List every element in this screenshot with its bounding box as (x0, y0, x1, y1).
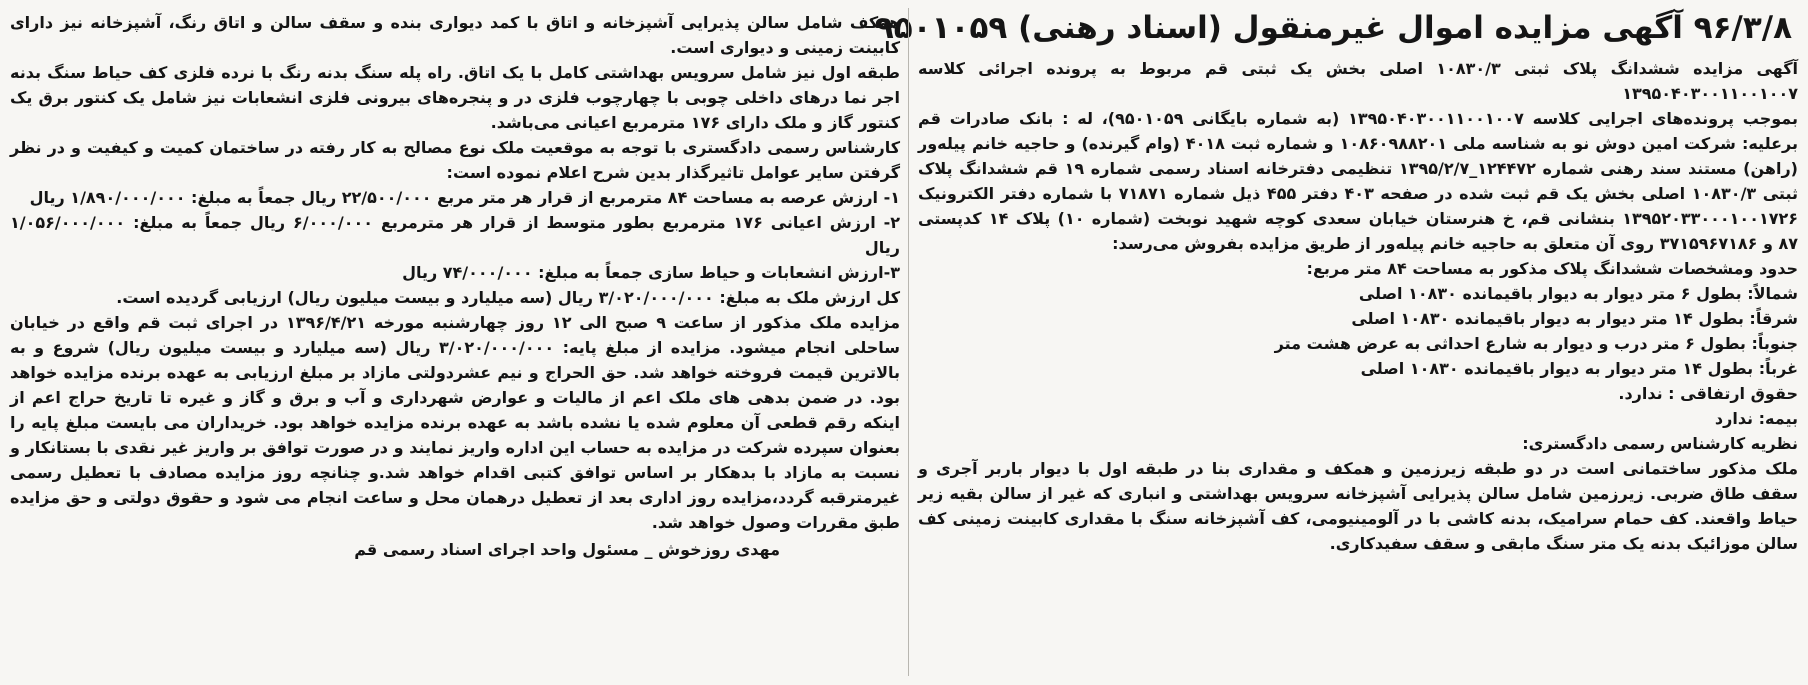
boundary-west: غرباً: بطول ۱۴ متر دیوار به دیوار باقیمانده ۱۰۸۳۰ اصلی (1360, 359, 1798, 378)
expert-body: ملک مذکور ساختمانی است در دو طبقه زیرزمین و همکف و مقداری بنا در طبقه اول با دیوار باربر آجری و سقف طاق ضربی. زیرزمین شامل سالن پذیرایی آشپزخانه سرویس بهداشتی و انباری که غیر از سالن بقیه زیر حیاط واقعند. کف حمام سرامیک، بدنه کاشی با در آلومینیومی، کف آشپزخانه سنگ با مقداری کابینت زمینی کف سالن موزائیک بدنه یک متر سنگ مابقی و سقف سفیدکاری. (918, 459, 1798, 553)
boundary-north: شمالاً: بطول ۶ متر دیوار به دیوار باقیمانده ۱۰۸۳۰ اصلی (1358, 284, 1798, 303)
notice-title: ۹۶/۳/۸ آگهی مزایده اموال غیرمنقول (اسناد رهنی) ۹۵۰۱۰۵۹ (874, 10, 1792, 46)
boundaries-header: حدود ومشخصات ششدانگ پلاک مذکور به مساحت ۸۴ متر مربع: (1306, 259, 1798, 278)
valuation-item-utilities: ۳-ارزش انشعابات و حیاط سازی جمعاً به مبلغ: ۷۴/۰۰۰/۰۰۰ ریال (402, 263, 900, 282)
notice-body: بموجب پرونده‌های اجرایی کلاسه ۱۳۹۵۰۴۰۳۰۰۱۱۰۰۱۰۰۷ (به شماره بایگانی ۹۵۰۱۰۵۹)، له : بانک صادرات قم برعلیه: شرکت امین دوش نو به شناسه ملی ۱۰۸۶۰۹۸۸۲۰۱ و شماره ثبت ۴۰۱۸ (وام گیرنده) و حاجیه خانم پیله‌ور (راهن) مستند سند رهنی شماره ۱۲۴۴۷۲_۱۳۹۵/۲/۷ تنظیمی دفترخانه اسناد رسمی شماره ۱۹ قم ششدانگ پلاک ثبتی ۱۰۸۳۰/۳ اصلی بخش یک قم ثبت شده در صفحه ۴۰۳ دفتر ۴۵۵ ذیل شماره ۷۱۸۷۱ با شماره دفتر الکترونیک ۱۳۹۵۲۰۳۳۰۰۰۱۰۰۱۷۲۶ بنشانی قم، خ هنرستان خیابان سعدی کوچه شهید نوبخت (شماره ۱۰) پلاک ۱۴ کدپستی ۸۷ و ۳۷۱۵۹۶۷۱۸۶ روی آن متعلق به حاجیه خانم پیله‌ور از طریق مزایده بفروش می‌رسد: (918, 109, 1799, 253)
signature-line: مهدی روزخوش _ مسئول واحد اجرای اسناد رسمی قم (354, 540, 780, 559)
valuation-item-building: ۲- ارزش اعیانی ۱۷۶ مترمربع بطور متوسط از قرار هر مترمربع ۶/۰۰۰/۰۰۰ ریال جمعاً به مبلغ: ۱/۰۵۶/۰۰۰/۰۰۰ ریال (10, 213, 901, 257)
easement-rights: حقوق ارتفاقی : ندارد. (1618, 384, 1798, 403)
left-column (10, 0, 900, 565)
valuation-item-land: ۱- ارزش عرصه به مساحت ۸۴ مترمربع از قرار هر متر مربع ۲۲/۵۰۰/۰۰۰ ریال جمعاً به مبلغ: ۱/۸۹۰/۰۰۰/۰۰۰ ریال (29, 188, 900, 207)
expert-header: نظریه کارشناس رسمی دادگستری: (1522, 434, 1798, 453)
expert-valuation-intro: کارشناس رسمی دادگستری با توجه به موقعیت ملک نوع مصالح به کار رفته در ساختمان کمیت و کیفیت و در نظر گرفتن سایر عوامل تاثیرگذار بدین شرح اعلام نموده است: (10, 138, 900, 182)
first-floor-description: طبقه اول نیز شامل سرویس بهداشتی کامل با یک اتاق. راه پله سنگ بدنه رنگ با نرده فلزی کف حیاط سنگ بدنه اجر نما درهای داخلی چوبی با چهارچوب فلزی در و پنجره‌های بیرونی فلزی انشعابات نیز شامل یک کنتور برق یک کنتور گاز و ملک دارای ۱۷۶ مترمربع اعیانی می‌باشد. (10, 63, 900, 132)
notice-intro: آگهی مزایده ششدانگ پلاک ثبتی ۱۰۸۳۰/۳ اصلی بخش یک ثبتی قم مربوط به پرونده اجرائی کلاسه ۱۳۹۵۰۴۰۳۰۰۱۱۰۰۱۰۰۷ (918, 59, 1799, 103)
insurance-status: بیمه: ندارد (1714, 409, 1798, 428)
right-column (874, 0, 1799, 556)
ground-floor-description: همکف شامل سالن پذیرایی آشپزخانه و اتاق با کمد دیواری بنده و سقف سالن و اتاق رنگ، آشپزخانه نیز دارای کابینت زمینی و دیواری است. (10, 13, 900, 57)
auction-terms: مزایده ملک مذکور از ساعت ۹ صبح الی ۱۲ روز چهارشنبه مورخه ۱۳۹۶/۴/۲۱ در اجرای ثبت قم واقع در خیابان ساحلی انجام میشود. مزایده از مبلغ پایه: ۳/۰۲۰/۰۰۰/۰۰۰ ریال (سه میلیارد و بیست میلیون ریال) شروع و به بالاترین قیمت فروخته خواهد شد. حق الحراج و نیم عشردولتی مازاد بر مبلغ ارزیابی به عهده برنده مزایده خواهد بود. در ضمن بدهی های ملک اعم از مالیات و عوارض شهرداری و آب و برق و گاز و غیره تا تاریخ حراج اعم از اینکه رقم قطعی آن معلوم شده یا نشده باشد به عهده برنده مزایده خواهد بود. خریداران می بایست مبلغ پایه را بعنوان سپرده شرکت در مزایده به حساب این اداره واریز نمایند و در صورت توافق بر واریز غیر نقدی با بستانکار و نسبت به مازاد با بدهکار بر اساس توافق کتبی اقدام خواهد شد.و چنانچه روز مزایده مصادف با تعطیل رسمی غیرمترقبه گردد،مزایده روز اداری بعد از تعطیل درهمان محل و ساعت انجام می شود و حقوق دولتی و حق مزایده طبق مقررات وصول خواهد شد. (10, 313, 901, 532)
boundary-south: جنوباً: بطول ۶ متر درب و دیوار به شارع احداثی به عرض هشت متر (1274, 334, 1798, 353)
column-divider (908, 8, 909, 676)
valuation-total: کل ارزش ملک به مبلغ: ۳/۰۲۰/۰۰۰/۰۰۰ ریال (سه میلیارد و بیست میلیون ریال) ارزیابی گردیده است. (116, 288, 900, 307)
boundary-east: شرقاً: بطول ۱۴ متر دیوار به دیوار باقیمانده ۱۰۸۳۰ اصلی (1351, 309, 1798, 328)
